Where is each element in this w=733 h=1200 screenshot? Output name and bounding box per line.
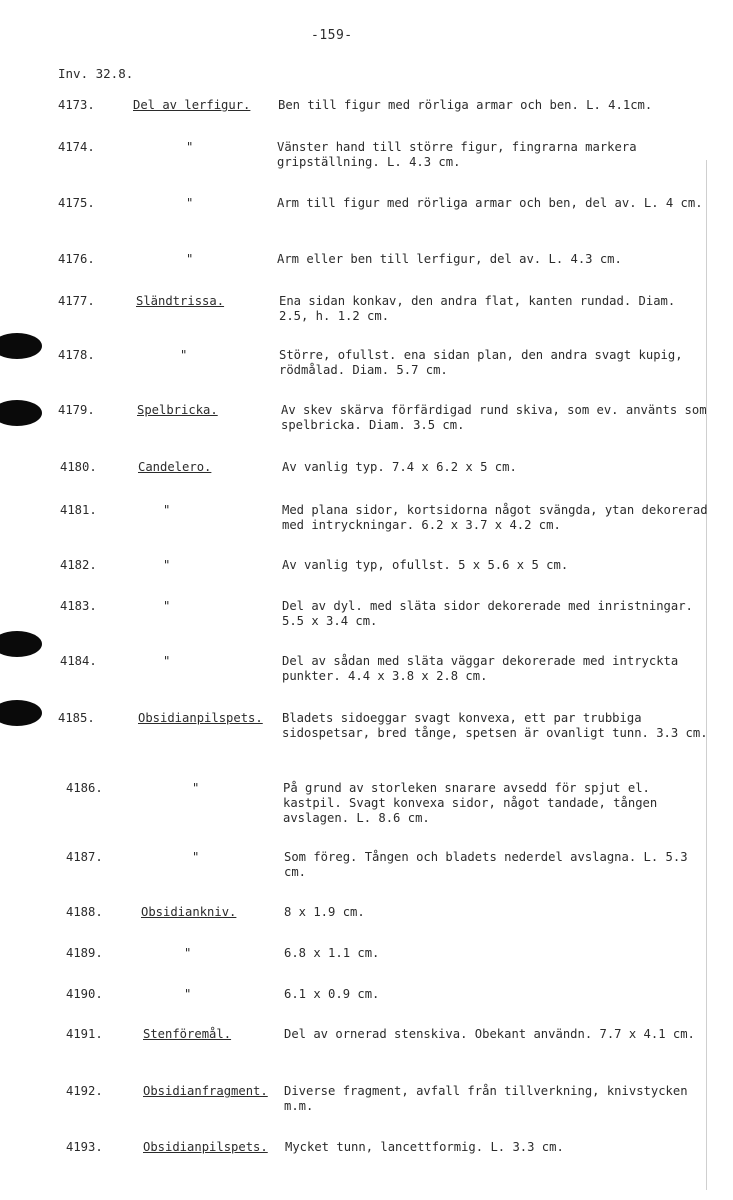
ditto-mark: "	[163, 558, 171, 572]
entry-number: 4186.	[66, 781, 103, 795]
ditto-mark: "	[186, 252, 194, 266]
entry-description: Arm eller ben till lerfigur, del av. L. 4.3 cm.	[277, 252, 622, 266]
entry-number: 4178.	[58, 348, 95, 362]
entry-number: 4187.	[66, 850, 103, 864]
ditto-mark: "	[186, 140, 194, 154]
entry-description: Bladets sidoeggar svagt konvexa, ett par trubbiga sidospetsar, bred tånge, spetsen är ovanligt tunn. 3.3 cm.	[282, 711, 708, 740]
entry-description: Av vanlig typ, ofullst. 5 x 5.6 x 5 cm.	[282, 558, 569, 572]
entry-description: Diverse fragment, avfall från tillverkning, knivstycken m.m.	[284, 1084, 695, 1113]
entry-category: Stenföremål.	[143, 1027, 232, 1041]
ditto-mark: "	[192, 781, 200, 795]
ditto-mark: "	[184, 946, 192, 960]
entry-category: Obsidianpilspets.	[138, 711, 263, 725]
entry-description: Del av dyl. med släta sidor dekorerade med inristningar. 5.5 x 3.4 cm.	[282, 599, 701, 628]
entry-category: Obsidianfragment.	[143, 1084, 268, 1098]
entry-description: Vänster hand till större figur, fingrarna markera gripställning. L. 4.3 cm.	[277, 140, 644, 169]
entry-category: Obsidianpilspets.	[143, 1140, 268, 1154]
entry-description: Av vanlig typ. 7.4 x 6.2 x 5 cm.	[282, 460, 517, 474]
punch-hole	[0, 700, 42, 726]
entry-number: 4191.	[66, 1027, 103, 1041]
entry-number: 4188.	[66, 905, 103, 919]
entry-category: Del av lerfigur.	[133, 98, 251, 112]
entry-description: Som föreg. Tången och bladets nederdel avslagna. L. 5.3 cm.	[284, 850, 695, 879]
entry-description: Del av ornerad stenskiva. Obekant användn. 7.7 x 4.1 cm.	[284, 1027, 695, 1041]
entry-number: 4175.	[58, 196, 95, 210]
punch-hole	[0, 333, 42, 359]
entry-description: 6.1 x 0.9 cm.	[284, 987, 380, 1001]
entry-number: 4193.	[66, 1140, 103, 1154]
ditto-mark: "	[192, 850, 200, 864]
punch-hole	[0, 631, 42, 657]
ditto-mark: "	[180, 348, 188, 362]
entry-description: Arm till figur med rörliga armar och ben, del av. L. 4 cm.	[277, 196, 703, 210]
entry-number: 4182.	[60, 558, 97, 572]
entry-description: Av skev skärva förfärdigad rund skiva, som ev. använts som spelbricka. Diam. 3.5 cm.	[281, 403, 714, 432]
ditto-mark: "	[184, 987, 192, 1001]
entry-description: Större, ofullst. ena sidan plan, den andra svagt kupig, rödmålad. Diam. 5.7 cm.	[279, 348, 690, 377]
entry-description: Del av sådan med släta väggar dekorerade med intryckta punkter. 4.4 x 3.8 x 2.8 cm.	[282, 654, 686, 683]
inventory-number: Inv. 32.8.	[58, 66, 134, 81]
entry-number: 4192.	[66, 1084, 103, 1098]
ditto-mark: "	[163, 503, 171, 517]
entry-description: Mycket tunn, lancettformig. L. 3.3 cm.	[285, 1140, 564, 1154]
entry-description: På grund av storleken snarare avsedd för spjut el. kastpil. Svagt konvexa sidor, något tandade, tången avslagen. L. 8.6 cm.	[283, 781, 665, 825]
page-number: -159-	[311, 28, 353, 43]
entry-category: Spelbricka.	[137, 403, 218, 417]
entry-description: Ena sidan konkav, den andra flat, kanten rundad. Diam. 2.5, h. 1.2 cm.	[279, 294, 683, 323]
entry-category: Candelero.	[138, 460, 212, 474]
entry-number: 4180.	[60, 460, 97, 474]
entry-number: 4184.	[60, 654, 97, 668]
entry-category: Sländtrissa.	[136, 294, 225, 308]
entry-number: 4190.	[66, 987, 103, 1001]
entry-number: 4179.	[58, 403, 95, 417]
entry-description: 8 x 1.9 cm.	[284, 905, 365, 919]
entry-number: 4173.	[58, 98, 95, 112]
entry-number: 4176.	[58, 252, 95, 266]
entry-number: 4183.	[60, 599, 97, 613]
ditto-mark: "	[163, 654, 171, 668]
entry-description: 6.8 x 1.1 cm.	[284, 946, 380, 960]
entry-number: 4181.	[60, 503, 97, 517]
entry-number: 4189.	[66, 946, 103, 960]
entry-number: 4177.	[58, 294, 95, 308]
entry-number: 4174.	[58, 140, 95, 154]
entry-description: Med plana sidor, kortsidorna något svängda, ytan dekorerad med intryckningar. 6.2 x 3.7 x 4.2 cm.	[282, 503, 715, 532]
punch-hole	[0, 400, 42, 426]
entry-description: Ben till figur med rörliga armar och ben. L. 4.1cm.	[278, 98, 653, 112]
ditto-mark: "	[186, 196, 194, 210]
ditto-mark: "	[163, 599, 171, 613]
entry-category: Obsidiankniv.	[141, 905, 237, 919]
entry-number: 4185.	[58, 711, 95, 725]
